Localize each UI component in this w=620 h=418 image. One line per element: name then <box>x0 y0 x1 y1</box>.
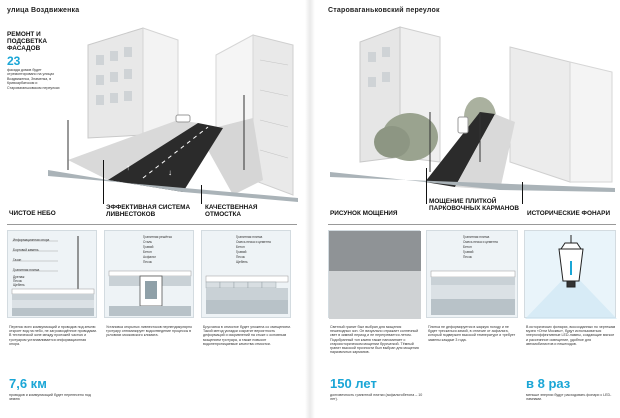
diagram-note: Информационная опора <box>13 238 50 242</box>
section-text-drainage: Установка открытых ливнестоков перпендикулярно тротуару оптимизирует водоотведение процессы в условиях московского климата. <box>106 325 192 338</box>
diagram-note: Гравий <box>463 250 474 254</box>
intro-number: 23 <box>7 54 21 68</box>
diagram-note: Бетон <box>463 245 472 249</box>
stat-durability-value: 150 лет <box>330 376 377 391</box>
diagram-note: Песок <box>13 279 22 283</box>
right-street-illustration <box>330 22 615 192</box>
intro-title: РЕМОНТ И ПОДСВЕТКА ФАСАДОВ <box>7 31 47 52</box>
page-fold <box>305 0 315 418</box>
diagram-note: Гравий <box>143 245 154 249</box>
street-drawing <box>48 20 298 202</box>
section-title-parking-tiles: МОЩЕНИЕ ПЛИТКОЙ ПАРКОВОЧНЫХ КАРМАНОВ <box>429 198 520 212</box>
diagram-note: Гранитная плитка <box>236 235 263 239</box>
diagram-note: Щебень <box>13 283 25 287</box>
diagram-note: Дренаж <box>13 275 25 279</box>
diagram-note: Бетон <box>143 250 152 254</box>
diagram-note: Асфальт <box>143 255 156 259</box>
diagram-note: Смесь песка и цемента <box>236 240 271 244</box>
diagram-note: Бортовой камень <box>13 248 39 252</box>
intro-text: фасада домов будет отремонтировано на улицах Воздвиженка, Знаменка, в Кривоарбатском и Староваганьковском переулках <box>7 68 60 90</box>
diagram-paving-pattern <box>328 230 420 318</box>
diagram-note: Бетон <box>236 245 245 249</box>
stat-cables-value: 7,6 км <box>9 376 47 391</box>
diagram-note: Песок <box>143 260 152 264</box>
diagram-clean-sky <box>7 230 97 318</box>
diagram-note: Газон <box>13 258 22 262</box>
divider <box>7 224 297 225</box>
section-title-clean-sky: ЧИСТОЕ НЕБО <box>9 210 56 217</box>
section-title-drainage: ЭФФЕКТИВНАЯ СИСТЕМА ЛИВНЕСТОКОВ <box>106 204 191 218</box>
diagram-drainage <box>104 230 194 318</box>
section-text-paving-pattern: Светлый гранит был выбран для мощения пешеходных зон. Он визуально отражает солнечный свет в зимний период и не перегревается летом. Подобранный тон камня также напоминает о староисторическом мощении брусчаткой. Тёмный гранит высокой прочности был выбран для мощения парковочных карманов. <box>330 325 419 355</box>
callout-line <box>103 160 104 204</box>
divider <box>328 224 616 225</box>
section-title-paving-pattern: РИСУНОК МОЩЕНИЯ <box>330 210 398 217</box>
diagram-note: Песок <box>236 255 245 259</box>
diagram-pavement <box>201 230 291 318</box>
diagram-note: Гранитная плитка <box>463 235 490 239</box>
callout-line <box>426 168 427 204</box>
diagram-historic-lamps <box>524 230 616 318</box>
diagram-note: Гранитная решётка <box>143 235 172 239</box>
diagram-note: Сталь <box>143 240 153 244</box>
diagram-note: Песок <box>463 255 472 259</box>
callout-line <box>201 185 202 204</box>
stat-durability-text: долговечность гранитной плитки (асфальтобетона – 10 лет). <box>330 393 423 402</box>
section-title-pavement: КАЧЕСТВЕННАЯ ОТМОСТКА <box>205 204 258 218</box>
left-street-title: улица Воздвиженка <box>7 7 80 14</box>
diagram-note: Щебень <box>236 260 248 264</box>
svg-text:↑: ↑ <box>126 163 130 172</box>
diagram-note: Смесь песка и цемента <box>463 240 498 244</box>
right-street-title: Староваганьковский переулок <box>328 7 440 14</box>
section-title-historic-lamps: ИСТОРИЧЕСКИЕ ФОНАРИ <box>527 210 611 217</box>
diagram-note: Гравий <box>236 250 247 254</box>
section-text-pavement: Брусчатка в отмостке будет уложена со смещением. Такой метод укладки сократит вероятность деформаций и искривлений на стыке с основным мощением тротуара, а также повысит водонепроницаемые качества отмостки. <box>203 325 291 346</box>
stat-energy-value: в 8 раз <box>526 376 571 391</box>
lane-drawing <box>330 22 615 192</box>
stat-cables-text: проводов и коммуникаций будет перенесено под землю <box>9 393 91 402</box>
left-street-illustration <box>48 20 298 202</box>
stat-energy-text: меньше энергии будут расходовать фонари с LED-лампами. <box>526 393 612 402</box>
section-text-historic-lamps: В исторических фонарях, воссозданных по чертежам музея «Огни Москвы», будут использоваться энергоэффективные LED-лампы, создающие мягкое и рассеянное освещение, удобное для автомобилистов и пешеходов. <box>526 325 616 346</box>
section-text-clean-sky: Перенос всех коммуникаций и проводов под землю откроет вид на небо, не загромоздённое проводами. В технической зоне между проезжей частью и тротуаром устанавливается информационная опора. <box>9 325 97 346</box>
callout-line <box>522 182 523 204</box>
svg-text:↓: ↓ <box>168 168 172 177</box>
section-text-parking-tiles: Плитка не деформируется в жаркую погоду и не будет трескаться зимой, в отличие от асфальта, который подвержен высокой температуре и требует замены каждые 3 года. <box>428 325 516 342</box>
diagram-note: Гранитная плитка <box>13 268 40 272</box>
diagram-parking-tiles <box>426 230 518 318</box>
